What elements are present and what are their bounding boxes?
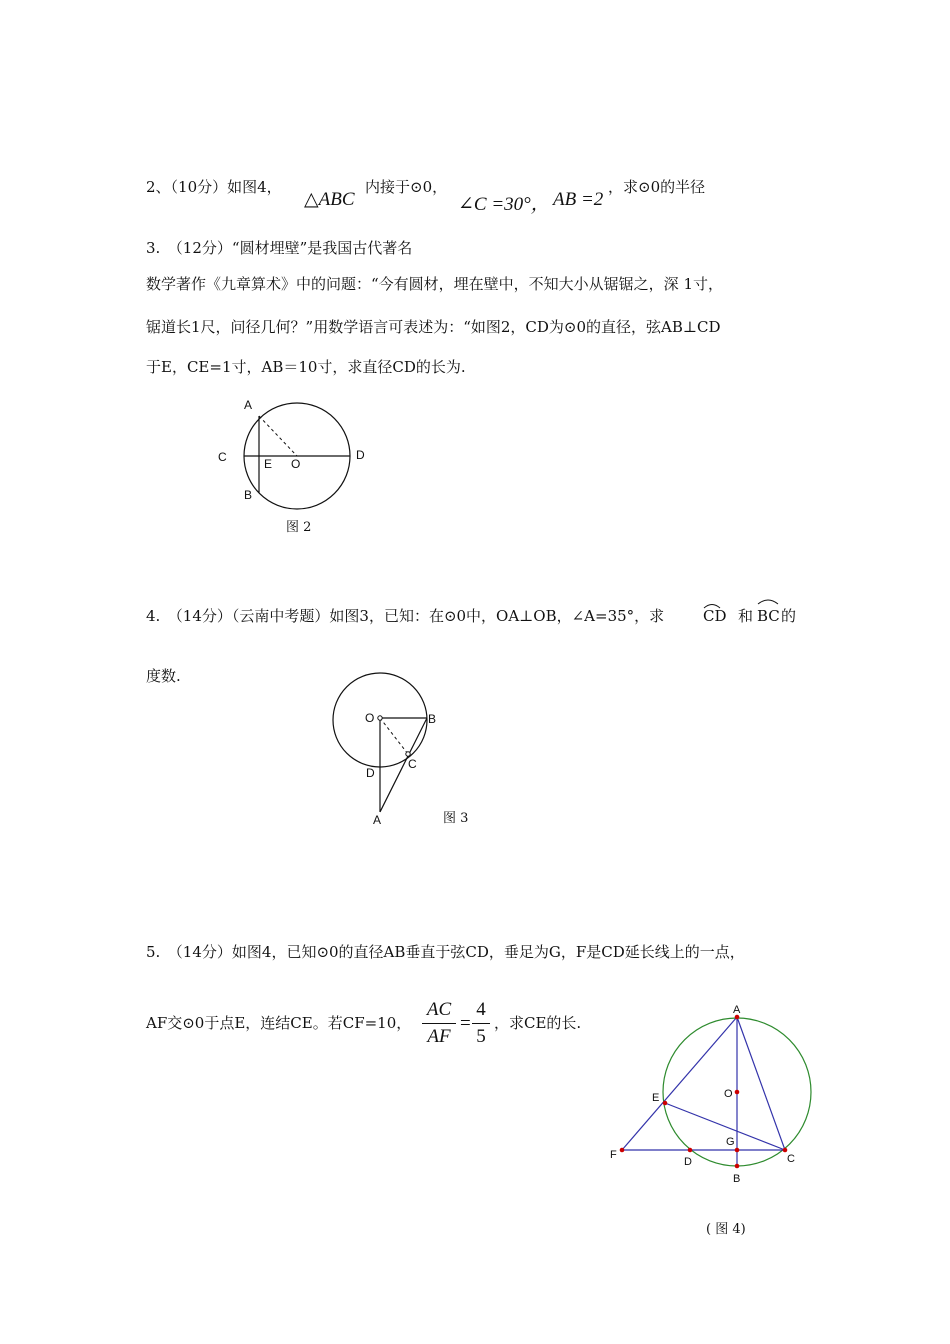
fig4-label-b: B <box>733 1173 741 1185</box>
q5-line2-b: ，求CE的长. <box>494 1014 582 1032</box>
fig2-caption: 图 2 <box>286 520 312 535</box>
q3-line3: 锯道长1尺，问径几何？”用数学语言可表述为：“如图2，CD为⊙0的直径，弦AB⊥CD <box>146 318 721 336</box>
fig4-label-c: C <box>787 1153 795 1165</box>
q2-ab: AB =2 <box>553 189 604 210</box>
q3-line1: 3. （12分）“圆材埋壁”是我国古代著名 <box>146 239 413 257</box>
q4-line1-c: 的 <box>781 607 797 625</box>
q5-frac2-num: 4 <box>476 999 486 1020</box>
fig4-label-g: G <box>726 1136 735 1148</box>
q4-line1-a: 4. （14分）（云南中考题）如图3，已知：在⊙0中，OA⊥OB，∠A=35°，求 <box>146 607 665 625</box>
q3-line4: 于E，CE=1寸，AB＝10寸，求直径CD的长为. <box>146 358 466 376</box>
q2-prefix: 2、（10分）如图4， <box>146 178 282 196</box>
fig2-label-b: B <box>244 488 253 502</box>
fig4-label-f: F <box>610 1149 617 1161</box>
fig2-label-e: E <box>264 457 273 471</box>
fig4-line-af <box>622 1017 737 1150</box>
q5-frac2-den: 5 <box>476 1026 486 1047</box>
q2-triangle: △ABC <box>304 189 355 210</box>
fig4-label-d: D <box>684 1156 692 1168</box>
q4-arc-bc-label: BC <box>757 607 780 625</box>
fig3-label-a: A <box>373 813 382 827</box>
fig4-label-e: E <box>652 1092 660 1104</box>
q5-frac-den: AF <box>427 1026 451 1047</box>
fig4-label-a: A <box>733 1004 741 1016</box>
fig4-label-o: O <box>724 1088 733 1100</box>
fig4-line-ac <box>737 1017 785 1150</box>
fig3-label-b: B <box>428 712 437 726</box>
q5-equals: = <box>460 1013 471 1034</box>
fig2-label-a: A <box>244 398 253 412</box>
fig4-point-e <box>663 1101 668 1106</box>
q4-line2: 度数. <box>146 667 181 685</box>
q5-line2-a: AF交⊙0于点E，连结CE。若CF=10， <box>146 1014 412 1032</box>
fig4-point-g <box>735 1148 740 1153</box>
fig3-label-o: O <box>365 711 375 725</box>
q2-suffix: ，求⊙0的半径 <box>608 178 706 196</box>
fig4-caption: ( 图 4) <box>706 1222 746 1237</box>
fig2-label-o: O <box>291 457 301 471</box>
fig4-point-d <box>688 1148 693 1153</box>
q2-mid: 内接于⊙0， <box>365 178 448 196</box>
fig2-label-c: C <box>218 450 227 464</box>
q4-line1-b: 和 <box>738 607 754 625</box>
fig4-point-b <box>735 1164 740 1169</box>
q4-arc-cd-label: CD <box>703 607 727 625</box>
fig2-label-d: D <box>356 448 365 462</box>
fig3-label-c: C <box>408 757 417 771</box>
fig4-point-f <box>620 1148 625 1153</box>
fig4-point-c <box>783 1148 788 1153</box>
fig3-label-d: D <box>366 766 375 780</box>
fig3-caption: 图 3 <box>443 811 469 826</box>
fig4-point-o <box>735 1090 740 1095</box>
q2-angle: ∠C =30°， <box>458 194 550 215</box>
q5-frac-num: AC <box>426 999 452 1020</box>
q3-line2: 数学著作《九章算术》中的问题：“今有圆材，埋在壁中，不知大小从锯锯之，深 1寸， <box>146 275 723 293</box>
q5-line1: 5. （14分）如图4，已知⊙0的直径AB垂直于弦CD，垂足为G，F是CD延长线上的一点， <box>146 943 745 961</box>
